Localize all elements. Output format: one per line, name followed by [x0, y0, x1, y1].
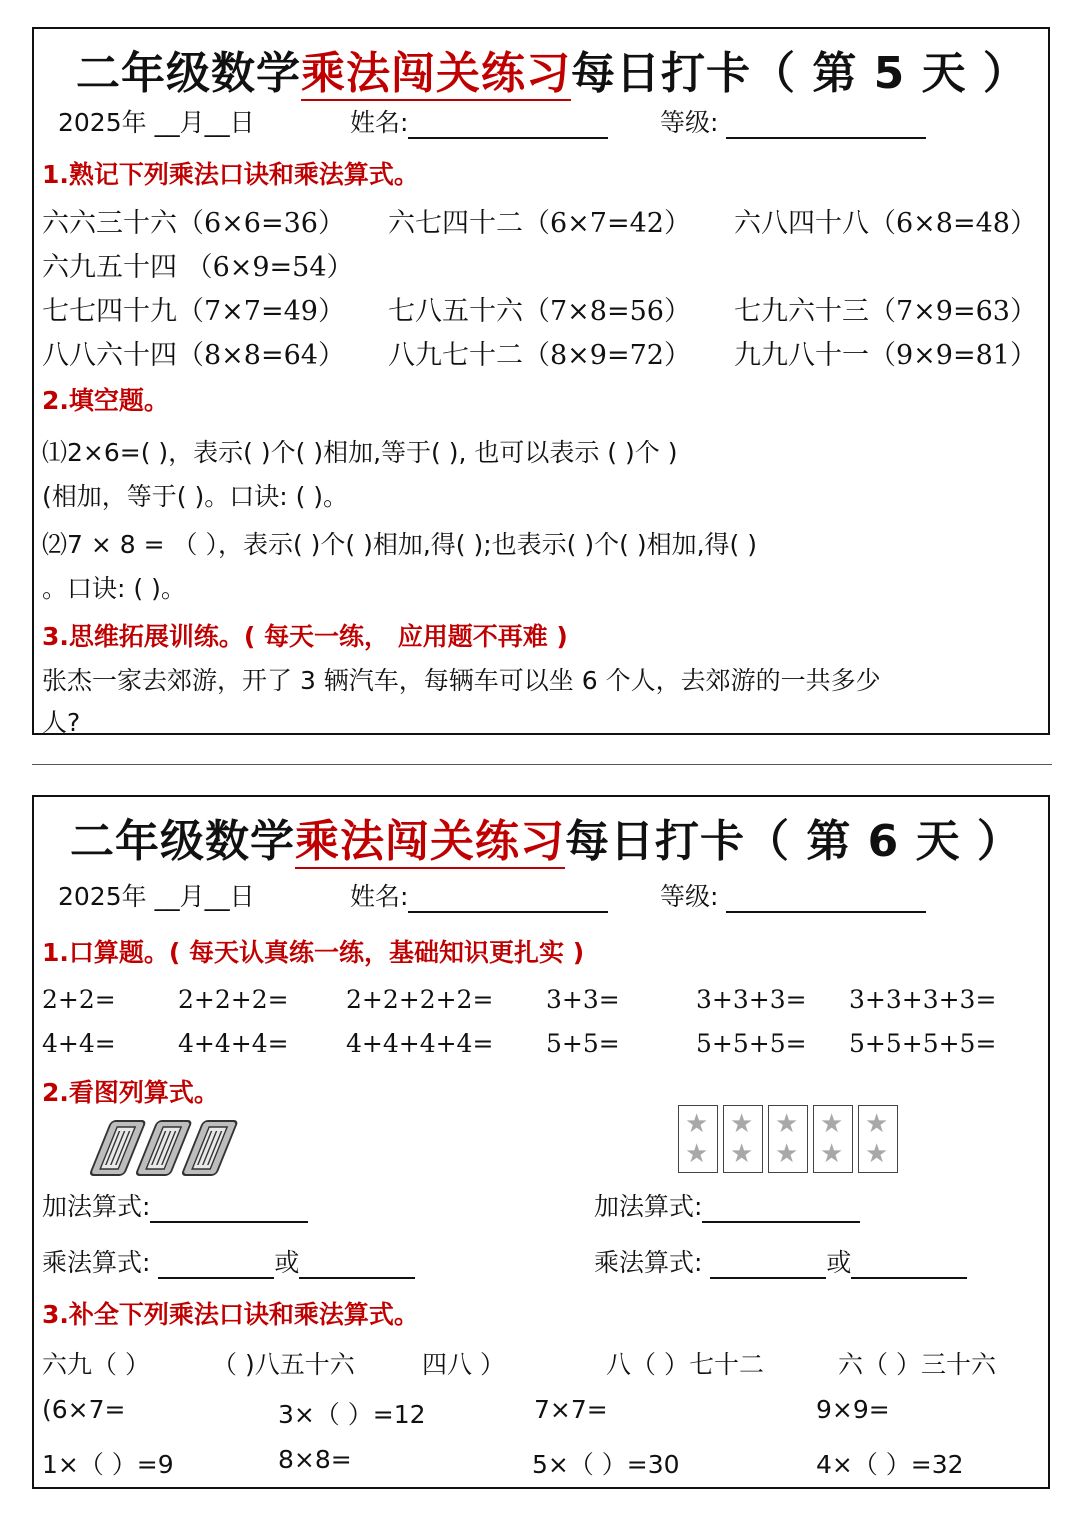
table-cell[interactable]: 2+2+2+2= [346, 985, 494, 1014]
word-problem-text: 人? [42, 708, 81, 737]
table-cell[interactable]: 5+5+5+5= [849, 1029, 997, 1058]
star-icon: ★ [865, 1139, 889, 1169]
section-1-title: 1.口算题。( 每天认真练一练，基础知识更扎实 ) [42, 938, 585, 967]
star-card [678, 1105, 718, 1173]
table-cell[interactable]: 7×7= [534, 1395, 608, 1424]
star-icon: ★ [820, 1109, 844, 1139]
table-cell[interactable]: 八（ ）七十二 [606, 1350, 764, 1379]
table-cell[interactable]: 8×8= [278, 1445, 352, 1474]
table-cell[interactable]: 3+3+3= [696, 985, 807, 1014]
table-cell: 六九五十四 （6×9=54） [42, 252, 354, 283]
star-icon: ★ [775, 1139, 799, 1169]
left-multiplication-field[interactable] [42, 1243, 415, 1279]
right-multiplication-field[interactable] [594, 1243, 967, 1279]
table-cell[interactable]: 六九（ ） [42, 1350, 150, 1379]
table-cell[interactable]: 3+3= [546, 985, 620, 1014]
fill-blank-line[interactable]: ⑵7 × 8 = （ ），表示( )个( )相加,得( );也表示( )个( )相加,得( ) [42, 530, 757, 559]
title-suffix: 每日打卡（ 第 6 天 ） [565, 816, 1022, 867]
addition-blank[interactable] [150, 1191, 308, 1223]
star-icon: ★ [775, 1109, 799, 1139]
multiplication-blank[interactable] [710, 1247, 826, 1279]
table-cell[interactable]: (6×7= [42, 1395, 126, 1424]
section-3-title: 3.思维拓展训练。( 每天一练， 应用题不再难 ) [42, 622, 568, 651]
table-cell[interactable]: 2+2= [42, 985, 116, 1014]
combs-picture [86, 1115, 246, 1181]
table-cell[interactable]: 2+2+2= [178, 985, 289, 1014]
title-prefix: 二年级数学 [70, 816, 295, 867]
name-field[interactable] [350, 103, 608, 139]
or-label: 或 [274, 1248, 300, 1277]
multiplication-blank[interactable] [851, 1247, 967, 1279]
table-cell: 六八四十八（6×8=48） [734, 208, 1037, 239]
grade-label: 等级: [660, 882, 719, 911]
table-cell[interactable]: 3+3+3+3= [849, 985, 997, 1014]
fill-blank-line[interactable]: (相加，等于( )。口诀: ( )。 [42, 482, 349, 511]
comb-icon [136, 1121, 192, 1175]
table-cell[interactable]: 5+5+5= [696, 1029, 807, 1058]
comb-icon [182, 1121, 238, 1175]
addition-blank[interactable] [702, 1191, 860, 1223]
star-card [723, 1105, 763, 1173]
table-cell[interactable]: 5+5= [546, 1029, 620, 1058]
star-card [858, 1105, 898, 1173]
star-icon: ★ [730, 1139, 754, 1169]
star-card [768, 1105, 808, 1173]
grade-label: 等级: [660, 108, 719, 137]
day6-card [32, 795, 1050, 1489]
table-cell[interactable]: 3×（ ）=12 [278, 1400, 426, 1429]
day5-card [32, 27, 1050, 735]
left-addition-field[interactable] [42, 1187, 308, 1223]
comb-icon [90, 1121, 146, 1175]
multiplication-blank[interactable] [299, 1247, 415, 1279]
table-cell: 六七四十二（6×7=42） [388, 208, 691, 239]
multiplication-label: 乘法算式: [42, 1248, 151, 1277]
title-highlight: 乘法闯关练习 [301, 48, 571, 99]
section-2-title: 2.看图列算式。 [42, 1078, 219, 1107]
table-cell[interactable]: 1×（ ）=9 [42, 1450, 174, 1479]
table-cell[interactable]: 4+4= [42, 1029, 116, 1058]
section-3-title: 3.补全下列乘法口诀和乘法算式。 [42, 1300, 419, 1329]
date-field[interactable]: 2025年 __月__日 [58, 882, 255, 911]
table-cell: 九九八十一（9×9=81） [734, 340, 1037, 371]
table-cell[interactable]: 4+4+4= [178, 1029, 289, 1058]
word-problem-text: 张杰一家去郊游，开了 3 辆汽车，每辆车可以坐 6 个人，去郊游的一共多少 [42, 666, 881, 695]
grade-field[interactable] [660, 877, 926, 913]
multiplication-label: 乘法算式: [594, 1248, 703, 1277]
table-cell: 七七四十九（7×7=49） [42, 296, 345, 327]
table-cell[interactable]: 四八 ） [422, 1350, 505, 1379]
table-cell[interactable]: （ )八五十六 [212, 1350, 355, 1379]
star-icon: ★ [730, 1109, 754, 1139]
right-addition-field[interactable] [594, 1187, 860, 1223]
grade-blank[interactable] [726, 107, 926, 139]
table-cell: 七九六十三（7×9=63） [734, 296, 1037, 327]
title-prefix: 二年级数学 [76, 48, 301, 99]
table-cell[interactable]: 六（ ）三十六 [838, 1350, 996, 1379]
table-cell[interactable]: 5×（ ）=30 [532, 1450, 680, 1479]
star-icon: ★ [685, 1109, 709, 1139]
star-card [813, 1105, 853, 1173]
table-cell: 八九七十二（8×9=72） [388, 340, 691, 371]
addition-label: 加法算式: [42, 1192, 151, 1221]
star-icon: ★ [685, 1139, 709, 1169]
page-title [76, 37, 1028, 101]
grade-field[interactable] [660, 103, 926, 139]
page-title [70, 805, 1022, 869]
table-cell: 七八五十六（7×8=56） [388, 296, 691, 327]
or-label: 或 [826, 1248, 852, 1277]
name-label: 姓名: [350, 882, 409, 911]
table-cell: 六六三十六（6×6=36） [42, 208, 345, 239]
star-cards-picture [678, 1105, 900, 1173]
title-suffix: 每日打卡（ 第 5 天 ） [571, 48, 1028, 99]
date-field[interactable]: 2025年 __月__日 [58, 108, 255, 137]
divider [32, 764, 1052, 765]
table-cell[interactable]: 4×（ ）=32 [816, 1450, 964, 1479]
table-cell: 八八六十四（8×8=64） [42, 340, 345, 371]
name-field[interactable] [350, 877, 608, 913]
name-label: 姓名: [350, 108, 409, 137]
star-icon: ★ [865, 1109, 889, 1139]
multiplication-blank[interactable] [158, 1247, 274, 1279]
name-blank[interactable] [408, 107, 608, 139]
fill-blank-line[interactable]: ⑴2×6=( )，表示( )个( )相加,等于( ), 也可以表示 ( )个 ) [42, 438, 678, 467]
title-highlight: 乘法闯关练习 [295, 816, 565, 867]
section-2-title: 2.填空题。 [42, 386, 169, 415]
grade-blank[interactable] [726, 881, 926, 913]
star-icon: ★ [820, 1139, 844, 1169]
addition-label: 加法算式: [594, 1192, 703, 1221]
table-cell[interactable]: 4+4+4+4= [346, 1029, 494, 1058]
section-1-title: 1.熟记下列乘法口诀和乘法算式。 [42, 160, 419, 189]
table-cell[interactable]: 9×9= [816, 1395, 890, 1424]
fill-blank-line[interactable]: 。口诀: ( )。 [42, 574, 186, 603]
name-blank[interactable] [408, 881, 608, 913]
